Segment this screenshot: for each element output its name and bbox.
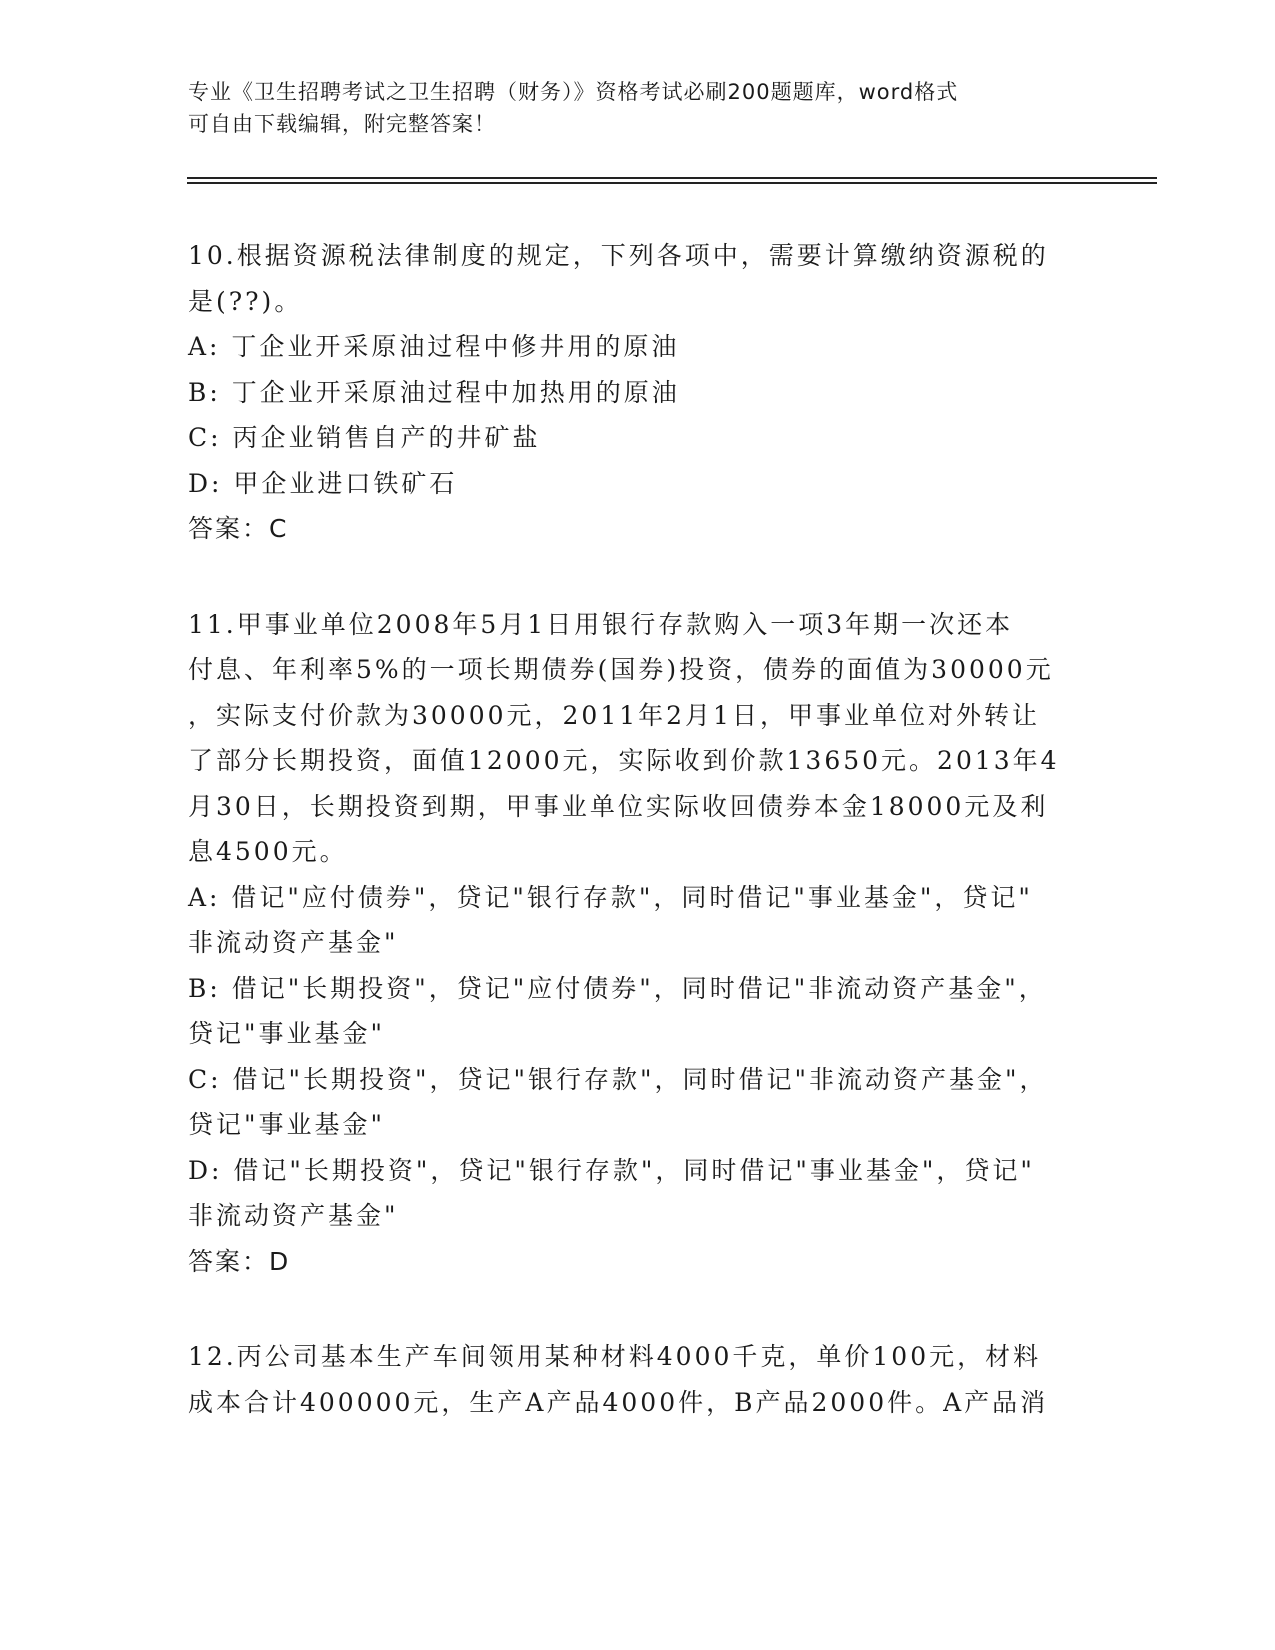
answer-label: 答案：C xyxy=(188,514,289,543)
question-text: 成本合计400000元，生产A产品4000件，B产品2000件。A产品消 xyxy=(188,1387,1049,1417)
question-text: 12.丙公司基本生产车间领用某种材料4000千克，单价100元，材料 xyxy=(188,1342,1042,1371)
question-12 xyxy=(188,1334,1088,1425)
question-text: 月30日，长期投资到期，甲事业单位实际收回债券本金18000元及利 xyxy=(188,791,1049,821)
option-b-continued: 贷记"事业基金" xyxy=(188,1019,385,1048)
option-a-continued: 非流动资产基金" xyxy=(188,928,399,957)
question-text: ，实际支付价款为30000元，2011年2月1日，甲事业单位对外转让 xyxy=(188,700,1040,730)
option-b: B: 借记"长期投资"，贷记"应付债券"，同时借记"非流动资产基金"， xyxy=(188,973,1047,1003)
question-text: 了部分长期投资，面值12000元，实际收到价款13650元。2013年4 xyxy=(188,746,1060,775)
option-d: D: 甲企业进口铁矿石 xyxy=(188,468,458,498)
option-d-continued: 非流动资产基金" xyxy=(188,1201,399,1230)
header-line: 可自由下载编辑，附完整答案！ xyxy=(188,112,496,136)
answer-label: 答案：D xyxy=(188,1246,291,1276)
document-header xyxy=(188,76,1088,140)
option-a: A: 丁企业开采原油过程中修井用的原油 xyxy=(188,332,680,361)
header-divider xyxy=(187,177,1157,179)
question-text: 息4500元。 xyxy=(188,837,348,866)
option-a: A: 借记"应付债券"，贷记"银行存款"，同时借记"事业基金"，贷记" xyxy=(188,882,1033,912)
option-c: C: 借记"长期投资"，贷记"银行存款"，同时借记"非流动资产基金"， xyxy=(188,1064,1048,1094)
option-d: D: 借记"长期投资"，贷记"银行存款"，同时借记"事业基金"，贷记" xyxy=(188,1155,1035,1185)
question-11 xyxy=(188,602,1088,1285)
question-text: 11.甲事业单位2008年5月1日用银行存款购入一项3年期一次还本 xyxy=(188,609,1014,639)
option-b: B: 丁企业开采原油过程中加热用的原油 xyxy=(188,377,680,407)
question-10 xyxy=(188,233,1088,552)
header-line: 专业《卫生招聘考试之卫生招聘（财务）》资格考试必刷200题题库，word格式 xyxy=(188,80,959,104)
question-text: 10.根据资源税法律制度的规定，下列各项中，需要计算缴纳资源税的 xyxy=(188,241,1049,270)
header-divider xyxy=(187,182,1157,184)
question-text: 是(??)。 xyxy=(188,286,303,316)
option-c-continued: 贷记"事业基金" xyxy=(188,1110,385,1139)
question-text: 付息、年利率5%的一项长期债券(国券)投资，债券的面值为30000元 xyxy=(188,655,1054,684)
option-c: C: 丙企业销售自产的井矿盐 xyxy=(188,423,541,452)
question-list xyxy=(188,233,1088,1475)
